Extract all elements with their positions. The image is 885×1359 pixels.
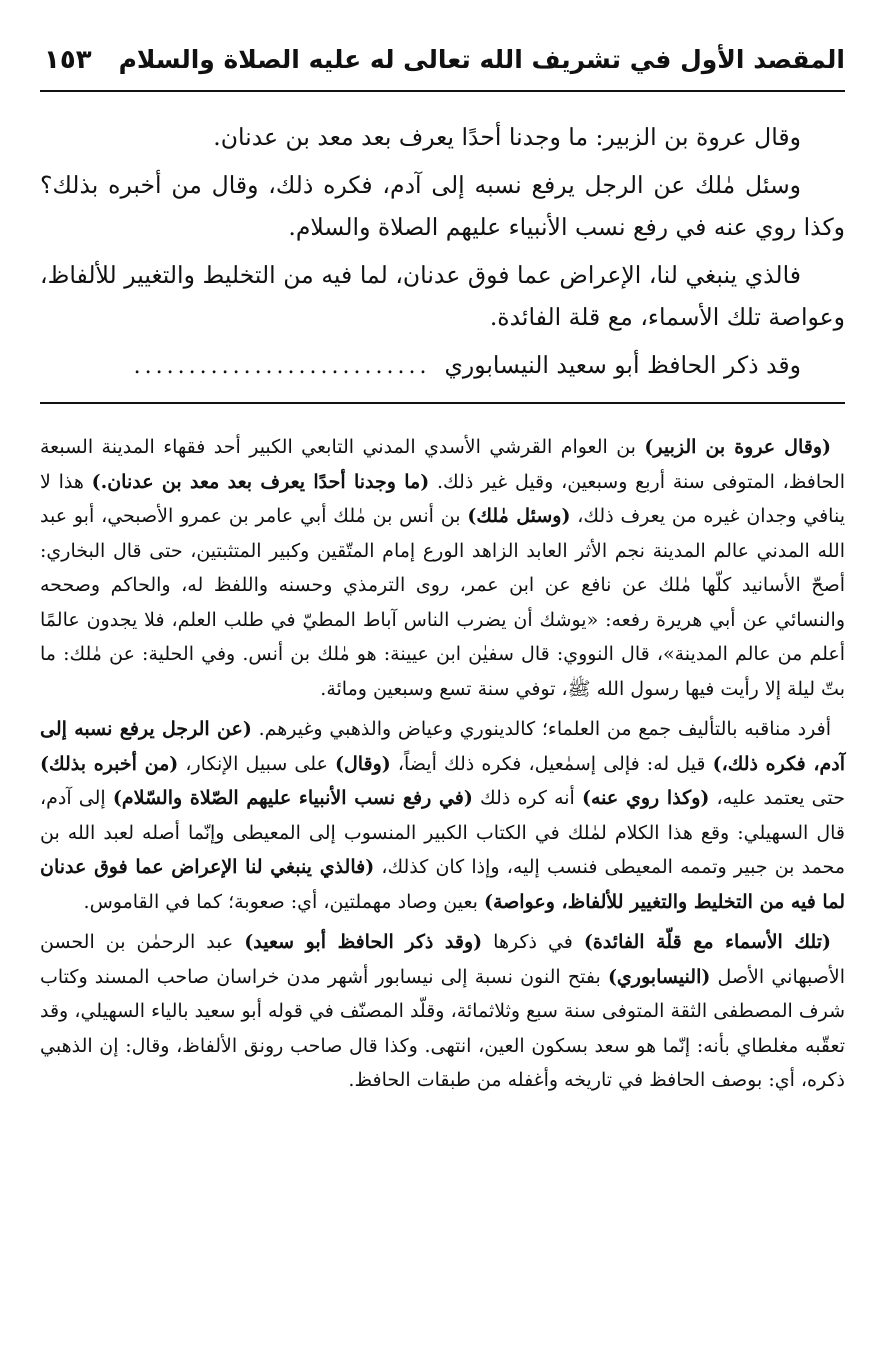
commentary-text: هذا لا ينافي وجدان غيره من يعرف ذلك، — [40, 470, 845, 527]
main-paragraph-3: فالذي ينبغي لنا، الإعراض عما فوق عدنان، لما فيه من التخليط والتغيير للألفاظ، وعواصة تلك الأسماء، مع قلة الفائدة. — [40, 261, 845, 331]
main-paragraph-2: وسئل مٰلك عن الرجل يرفع نسبه إلى آدم، فكره ذلك، وقال من أخبره بذلك؟ وكذا روي عنه في رفع نسب الأنبياء عليهم الصلاة والسلام. — [40, 171, 845, 241]
commentary-text: بعين وصاد مهملتين، أي: صعوبة؛ كما في القاموس. — [83, 890, 484, 913]
main-paragraph-4 — [40, 344, 845, 388]
quoted-source-text: (عن الرجل يرفع نسبه إلى آدم، فكره ذلك،) — [40, 718, 846, 775]
quoted-source-text: (وكذا روي عنه) — [582, 787, 710, 809]
commentary-text: بن أنس بن مٰلك أبي عامر بن عمرو الأصبحي، أبو عبد الله المدني عالم المدينة نجم الأثر العابد الزاهد الورع إمام المتّقين وكبير المتثبتين، حتى قال البخاري: أصحّ الأسانيد كلّها مٰلك عن نافع عن ابن عمر، روى الترمذي وحسنه واللفظ له، والحاكم وصححه والنسائي عن أبي هريرة رفعه: «يوشك أن يضرب الناس آباط المطيّ في طلب العلم، فلا يجدون عالمًا أعلم من عالم المدينة»، قال النووي: قال سفيٰن ابن عيينة: هو مٰلك بن أنس. وفي الحلية: عن مٰلك: ما بتّ ليلة إلا رأيت فيها رسول الله ﷺ، توفي سنة تسع وسبعين ومائة. — [40, 505, 845, 700]
commentary-text: إلى آدم، قال السهيلي: وقع هذا الكلام لمٰلك في الكتاب الكبير المنسوب إلى المعيطى وإنّما أصله لعبد الله بن محمد بن جبير وتممه المعيطى فنسب إليه، وإذا كان كذلك، — [40, 787, 845, 878]
commentary-text: أفرد مناقبه بالتأليف جمع من العلماء؛ كالدينوري وعياض والذهبي وغيرهم. — [251, 718, 831, 740]
quoted-source-text: (وقال عروة بن الزبير) — [644, 436, 831, 458]
main-paragraph-1: وقال عروة بن الزبير: ما وجدنا أحدًا يعرف بعد معد بن عدنان. — [213, 123, 801, 151]
quoted-source-text: (فالذي ينبغي لنا الإعراض عما فوق عدنان لما فيه من التخليط والتغيير للألفاظ، وعواصة) — [40, 856, 845, 913]
commentary-paragraph-3 — [40, 925, 845, 1098]
quoted-source-text: (من أخبره بذلك) — [40, 752, 179, 775]
commentary-paragraph-2 — [40, 712, 845, 919]
quoted-source-text: (ما وجدنا أحدًا يعرف بعد معد بن عدنان.) — [91, 470, 430, 493]
commentary-text: عبد الرحمٰن بن الحسن الأصبهاني الأصل — [40, 931, 845, 988]
main-text — [40, 116, 845, 388]
quoted-source-text: (النيسابوري) — [607, 965, 711, 988]
commentary-paragraph-1 — [40, 430, 845, 706]
main-paragraph-4-text: وقد ذكر الحافظ أبو سعيد النيسابوري — [444, 351, 801, 379]
running-title: المقصد الأول في تشريف الله تعالى له عليه الصلاة والسلام — [118, 45, 845, 74]
quoted-source-text: (وسئل مٰلك) — [467, 505, 571, 527]
commentary-text: على سبيل الإنكار، — [178, 752, 335, 775]
commentary-text: في ذكرها — [482, 931, 584, 953]
continuation-dots: ........................... — [133, 354, 431, 379]
page-number: ١٥٣ — [44, 45, 92, 75]
separator-rule — [40, 402, 845, 404]
quoted-source-text: (تلك الأسماء مع قلّة الفائدة) — [583, 931, 831, 953]
quoted-source-text: (في رفع نسب الأنبياء عليهم الصّلاة والسّلام) — [112, 787, 473, 809]
commentary-text: بفتح النون نسبة إلى نيسابور أشهر مدن خراسان صاحب المسند وكتاب شرف المصطفى الثقة المتوفى سنة سبع وثلاثمائة، وقلّد المصنّف في قوله أبو سعيد بالياء السهيلي، وقد تعقّبه مغلطاي بأنه: إنّما هو سعد بسكون العين، انتهى. وكذا قال صاحب رونق الألفاظ، وقال: إن الذهبي ذكره، أي: بوصف الحافظ في تاريخه وأغفله من طبقات الحافظ. — [40, 965, 845, 1091]
quoted-source-text: (وقد ذكر الحافظ أبو سعيد) — [244, 931, 483, 953]
quoted-source-text: (وقال) — [334, 752, 391, 775]
commentary-text: حتى يعتمد عليه، — [709, 787, 845, 809]
header-rule — [40, 90, 845, 92]
commentary-text: بن العوام القرشي الأسدي المدني التابعي الكبير أحد فقهاء المدينة السبعة الحافظ، المتوفى سنة أربع وسبعين، وقيل غير ذلك. — [40, 436, 846, 493]
commentary-text: قيل له: فإلى إسمٰعيل، فكره ذلك أيضاً، — [390, 752, 713, 775]
page-header — [40, 38, 845, 86]
book-page — [40, 38, 845, 1104]
commentary — [40, 430, 845, 1098]
commentary-text: أنه كره ذلك — [472, 787, 582, 809]
